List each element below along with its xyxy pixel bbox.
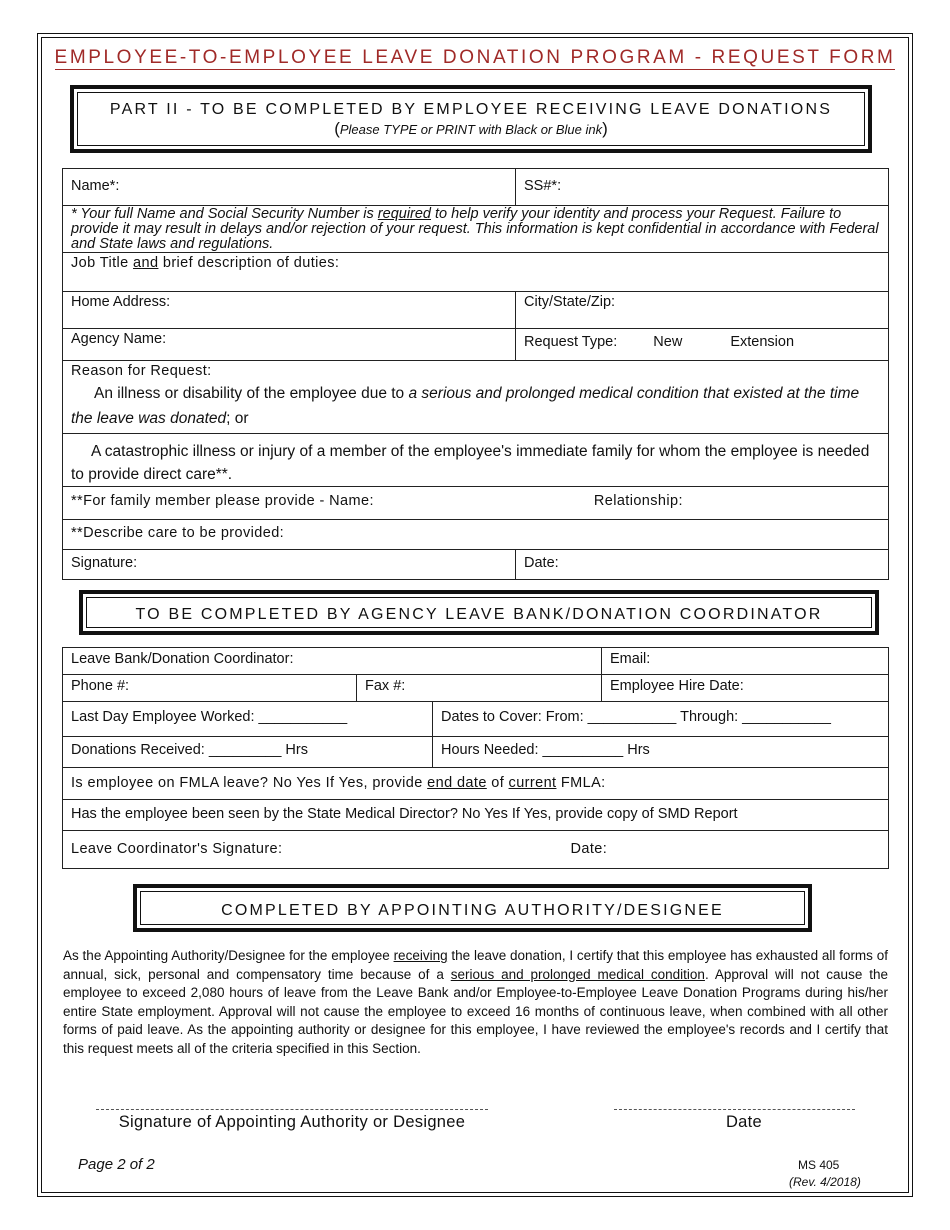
reason-label: Reason for Request: <box>71 363 212 379</box>
care-description-field[interactable]: **Describe care to be provided: <box>63 520 889 550</box>
donations-received-field[interactable]: Donations Received: _________ Hrs <box>63 737 433 768</box>
coordinator-date-label: Date: <box>570 841 608 857</box>
request-type-label: Request Type: <box>524 334 618 350</box>
request-type-new-option[interactable]: New <box>653 334 683 350</box>
reason-option-illness[interactable]: Reason for Request: An illness or disability of the employee due to a serious and prolonged medical condition that existed at the time the leave was donated; or <box>63 361 889 434</box>
coordinator-signature-label: Leave Coordinator's Signature: <box>71 841 283 857</box>
hire-date-field[interactable]: Employee Hire Date: <box>602 675 889 702</box>
revision-date: (Rev. 4/2018) <box>789 1175 861 1189</box>
coordinator-fax-field[interactable]: Fax #: <box>357 675 602 702</box>
employee-signature-field[interactable]: Signature: <box>63 550 516 580</box>
ssn-label: SS#*: <box>524 178 562 194</box>
authority-heading: COMPLETED BY APPOINTING AUTHORITY/DESIGNEE <box>221 902 724 919</box>
family-member-field[interactable] <box>63 487 889 520</box>
page-number: Page 2 of 2 <box>78 1156 155 1173</box>
request-type-extension-option[interactable]: Extension <box>730 334 795 350</box>
part2-banner: PART II - TO BE COMPLETED BY EMPLOYEE RECEIVING LEAVE DONATIONS (Please TYPE or PRINT with Black or Blue ink) <box>70 85 872 153</box>
authority-date-label: Date <box>725 1113 763 1131</box>
coordinator-table <box>62 647 889 869</box>
coordinator-heading: TO BE COMPLETED BY AGENCY LEAVE BANK/DONATION COORDINATOR <box>135 606 823 623</box>
ssn-field[interactable] <box>516 169 889 206</box>
certification-paragraph: As the Appointing Authority/Designee for the employee receiving the leave donation, I certify that this employee has exhausted all forms of annual, sick, personal and compensatory time because of a serious and prolonged medical condition. Approval will not cause the employee to exceed 2,080 hours of leave from the Leave Bank and/or Employee-to-Employee Leave Donation Programs during his/her entire State employment. Approval will not cause the employee to exceed 16 months of continuous leave, when combined with all other forms of paid leave. As the appointing authority or designee for this employee, I have reviewed the employee's records and I certify that this request meets all of the criteria specified in this Section. <box>63 948 888 1056</box>
employee-date-field[interactable]: Date: <box>516 550 889 580</box>
last-day-worked-field[interactable]: Last Day Employee Worked: ___________ <box>63 702 433 737</box>
relationship-label: Relationship: <box>593 493 683 509</box>
part2-heading: PART II - TO BE COMPLETED BY EMPLOYEE RECEIVING LEAVE DONATIONS <box>109 101 833 118</box>
fmla-leave-field[interactable]: Is employee on FMLA leave? No Yes If Yes, provide end date of current FMLA: <box>63 768 889 800</box>
coordinator-signature-field[interactable] <box>63 831 889 869</box>
agency-name-field[interactable]: Agency Name: <box>63 329 516 361</box>
name-label: Name*: <box>71 178 120 194</box>
coordinator-name-field[interactable]: Leave Bank/Donation Coordinator: <box>63 648 602 675</box>
employee-info-table <box>62 168 889 580</box>
reason-option-family[interactable]: A catastrophic illness or injury of a member of the employee's immediate family for whom the employee is needed to provide direct care**. <box>63 434 889 487</box>
form-title-wrap <box>0 47 950 69</box>
hours-needed-field[interactable]: Hours Needed: __________ Hrs <box>433 737 889 768</box>
medical-director-field[interactable]: Has the employee been seen by the State Medical Director? No Yes If Yes, provide copy of SMD Report <box>63 800 889 831</box>
coordinator-email-field[interactable]: Email: <box>602 648 889 675</box>
name-field[interactable] <box>63 169 516 206</box>
coordinator-phone-field[interactable]: Phone #: <box>63 675 357 702</box>
request-type-field <box>516 329 889 361</box>
family-name-label: **For family member please provide - Name: <box>71 493 374 509</box>
privacy-note: * Your full Name and Social Security Number is required to help verify your identity and process your Request. Failure to provide it may result in delays and/or rejection of your request. This information is kept confidential in accordance with Federal and State laws and regulations. <box>63 206 889 253</box>
authority-signature-line[interactable] <box>96 1109 488 1110</box>
home-address-field[interactable]: Home Address: <box>63 292 516 329</box>
dates-to-cover-field[interactable]: Dates to Cover: From: ___________ Through: ___________ <box>433 702 889 737</box>
authority-signature-label: Signature of Appointing Authority or Designee <box>118 1113 466 1131</box>
coordinator-banner <box>79 590 879 635</box>
authority-date-line[interactable] <box>614 1109 855 1110</box>
job-title-field[interactable]: Job Title and brief description of duties: <box>63 253 889 292</box>
form-title: EMPLOYEE-TO-EMPLOYEE LEAVE DONATION PROGRAM - REQUEST FORM <box>54 47 896 68</box>
city-state-zip-field[interactable]: City/State/Zip: <box>516 292 889 329</box>
part2-instruction: Please TYPE or PRINT with Black or Blue ink <box>339 122 603 137</box>
authority-banner <box>133 884 812 932</box>
form-number: MS 405 <box>798 1158 840 1172</box>
